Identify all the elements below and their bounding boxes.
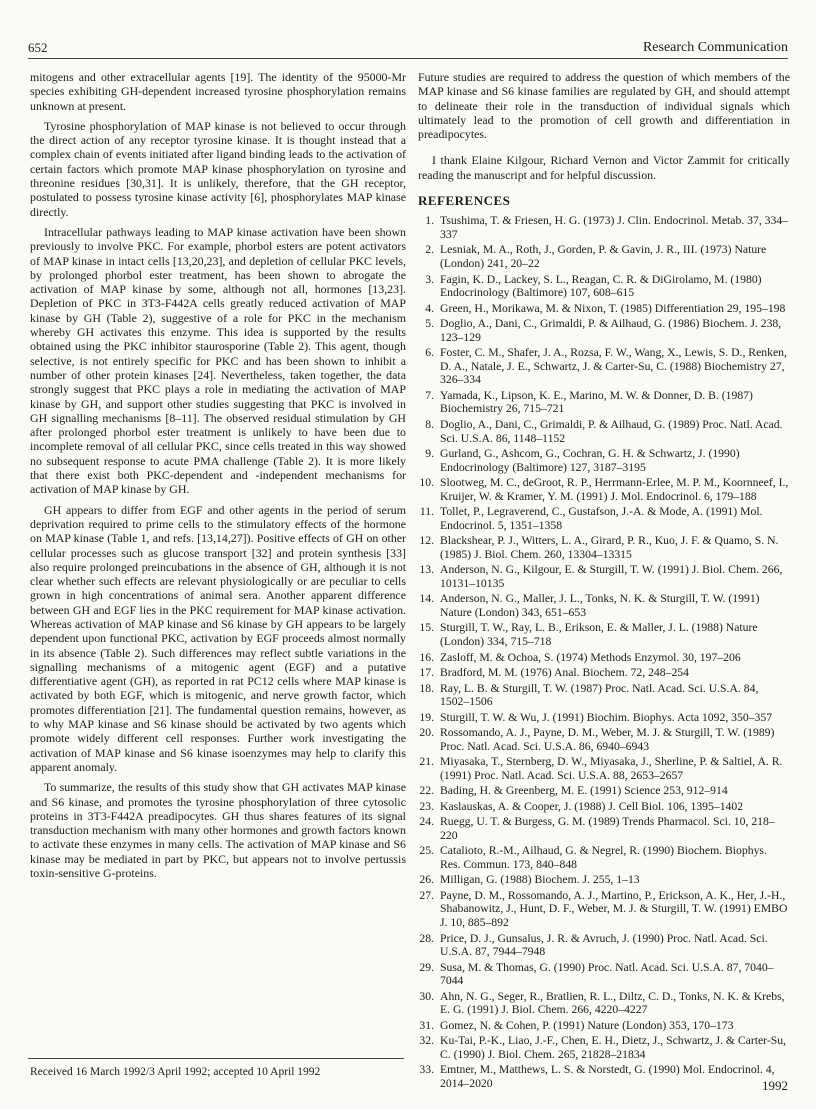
reference-number: 1.	[425, 214, 434, 228]
reference-item	[418, 302, 790, 316]
acknowledgement: I thank Elaine Kilgour, Richard Vernon and Victor Zammit for critically reading the manuscript and for helpful discussion.	[418, 153, 790, 182]
reference-text: Slootweg, M. C., deGroot, R. P., Herrmann-Erlee, M. P. M., Koornneef, I., Kruijer, W. & Kramer, Y. M. (1991) J. Mol. Endocrinol. 6, 179–188	[440, 476, 789, 503]
reference-item	[418, 534, 790, 561]
reference-number: 6.	[425, 346, 434, 360]
reference-number: 20.	[419, 726, 434, 740]
reference-number: 10.	[419, 476, 434, 490]
reference-text: Ray, L. B. & Sturgill, T. W. (1987) Proc. Natl. Acad. Sci. U.S.A. 84, 1502–1506	[440, 681, 759, 709]
reference-number: 23.	[419, 799, 434, 813]
right-column	[418, 70, 790, 1092]
reference-number: 32.	[419, 1034, 434, 1048]
reference-item	[418, 418, 790, 445]
reference-number: 14.	[419, 592, 434, 606]
body-paragraph: To summarize, the results of this study show that GH activates MAP kinase and S6 kinase, and promotes the tyrosine phosphorylation of three cytosolic proteins in 3T3-F442A preadipocytes. GH thus shares features of its signal transduction mechanism with many other hormones and growth factors known to activate these enzymes in many cells. The activation of MAP kinase and S6 kinase may be mediated in part by PKC, but appears not to involve pertussis toxin-sensitive G-proteins.	[30, 780, 406, 881]
reference-item	[418, 389, 790, 416]
reference-number: 24.	[419, 815, 434, 829]
reference-text: Yamada, K., Lipson, K. E., Marino, M. W. & Donner, D. B. (1987) Biochemistry 26, 715–721	[440, 388, 753, 416]
reference-number: 11.	[419, 505, 434, 519]
reference-text: Anderson, N. G., Maller, J. L., Tonks, N. K. & Sturgill, T. W. (1991) Nature (London) 343, 651–653	[440, 592, 760, 619]
reference-item	[418, 317, 790, 344]
references-heading: REFERENCES	[418, 193, 511, 209]
reference-item	[418, 1034, 790, 1061]
reference-number: 21.	[419, 755, 434, 769]
reference-number: 31.	[419, 1018, 434, 1032]
reference-number: 25.	[419, 844, 434, 858]
reference-text: Ruegg, U. T. & Burgess, G. M. (1989) Trends Pharmacol. Sci. 10, 218–220	[440, 815, 775, 842]
reference-text: Ahn, N. G., Seger, R., Bratlien, R. L., Diltz, C. D., Tonks, N. K. & Krebs, E. G. (1991) J. Biol. Chem. 266, 4220–4227	[440, 989, 785, 1017]
reference-item	[418, 621, 790, 648]
header-rule	[28, 58, 788, 59]
reference-number: 9.	[425, 447, 434, 460]
reference-item	[418, 651, 790, 665]
reference-text: Susa, M. & Thomas, G. (1990) Proc. Natl. Acad. Sci. U.S.A. 87, 7040–7044	[440, 960, 774, 988]
reference-text: Bradford, M. M. (1976) Anal. Biochem. 72, 248–254	[440, 666, 689, 680]
reference-item	[418, 990, 790, 1017]
body-paragraph: mitogens and other extracellular agents [19]. The identity of the 95000-Mr species exhibiting GH-dependent increased tyrosine phosphorylation remains unknown at present.	[30, 70, 406, 113]
body-paragraph: Tyrosine phosphorylation of MAP kinase is not believed to occur through the direct action of any receptor tyrosine kinase. It is thought instead that a complex chain of events initiated after ligand binding leads to the activation of certain factors which promote MAP kinase phosphorylation on tyrosine and threonine residues [30,31]. It is unlikely, therefore, that the GH receptor, postulated to possess tyrosine kinase activity [6], phosphorylates MAP kinase directly.	[30, 118, 406, 219]
reference-text: Foster, C. M., Shafer, J. A., Rozsa, F. W., Wang, X., Lewis, S. D., Renken, D. A., Natale, J. E., Schwartz, J. & Carter-Su, C. (1988) Biochemistry 27, 326–334	[440, 346, 787, 387]
reference-number: 4.	[425, 301, 434, 315]
reference-item	[418, 815, 790, 842]
body-paragraph: Future studies are required to address the question of which members of the MAP kinase and S6 kinase families are regulated by GH, and should attempt to delineate their role in the transduction of individual signals which ultimately lead to the promotion of cell growth and differentiation in preadipocytes.	[418, 70, 790, 142]
reference-item	[418, 476, 790, 503]
reference-item	[418, 1063, 790, 1090]
reference-number: 7.	[425, 388, 434, 402]
body-paragraph: GH appears to differ from EGF and other agents in the period of serum deprivation required to prime cells to the stimulatory effects of the hormone on MAP kinase (Table 1, and refs. [13,14,27]). Positive effects of GH on other cellular processes such as glucose transport [32] and protein synthesis [33] also require prolonged preincubations in the absence of GH, although it is not clear whether such effects are relevant physiologically or are peculiar to cells grown in high concentrations of animal sera. Another apparent difference between GH and EGF lies in the PKC requirement for MAP kinase activation. Whereas activation of MAP kinase and S6 kinase by GH appears to be largely dependent upon functional PKC, activation by EGF proceeds almost normally in its absence (Table 2). Such differences may reflect subtle variations in the signalling mechanisms of a mitogenic agent (EGF) and a putative differentiative agent (GH), as reported in rat PC12 cells where MAP kinase is activated by both EGF, which is mitogenic, and nerve growth factor, which promotes differentiation [21]. The fundamental question remains, however, as to why MAP kinase and S6 kinase should be activated by two agents which promote widely different cell responses. Further work investigating the activation of MAP kinase and S6 kinase isoenzymes may help to clarify this apparent anomaly.	[30, 502, 406, 774]
reference-item	[418, 844, 790, 871]
reference-text: Gomez, N. & Cohen, P. (1991) Nature (London) 353, 170–173	[440, 1018, 734, 1032]
reference-item	[418, 592, 790, 619]
reference-item	[418, 563, 790, 590]
reference-text: Miyasaka, T., Sternberg, D. W., Miyasaka, J., Sherline, P. & Saltiel, A. R. (1991) Proc. Natl. Acad. Sci. U.S.A. 88, 2653–2657	[440, 755, 783, 782]
reference-item	[418, 346, 790, 387]
reference-item	[418, 243, 790, 270]
reference-item	[418, 755, 790, 782]
reference-text: Payne, D. M., Rossomando, A. J., Martino, P., Erickson, A. K., Her, J.-H., Shabanowitz, J., Hunt, D. F., Weber, M. J. & Sturgill, T. W. (1991) EMBO J. 10, 885–892	[440, 888, 788, 930]
reference-text: Bading, H. & Greenberg, M. E. (1991) Science 253, 912–914	[440, 784, 728, 798]
reference-number: 22.	[419, 784, 434, 798]
reference-number: 26.	[419, 873, 434, 887]
reference-text: Sturgill, T. W. & Wu, J. (1991) Biochim. Biophys. Acta 1092, 350–357	[440, 710, 773, 724]
reference-item	[418, 666, 790, 680]
footer-rule	[28, 1058, 404, 1059]
reference-number: 3.	[425, 272, 434, 286]
reference-text: Blackshear, P. J., Witters, L. A., Girard, P. R., Kuo, J. F. & Quamo, S. N. (1985) J. Biol. Chem. 260, 13304–13315	[440, 534, 779, 561]
reference-text: Fagin, K. D., Lackey, S. L., Reagan, C. R. & DiGirolamo, M. (1980) Endocrinology (Baltimore) 107, 608–615	[440, 272, 762, 300]
reference-text: Green, H., Morikawa, M. & Nixon, T. (1985) Differentiation 29, 195–198	[440, 301, 786, 315]
reference-number: 30.	[419, 989, 434, 1003]
reference-number: 27.	[419, 888, 434, 902]
reference-item	[418, 682, 790, 709]
reference-number: 33.	[419, 1063, 434, 1077]
reference-number: 18.	[419, 681, 434, 695]
reference-number: 29.	[419, 960, 434, 974]
reference-text: Catalioto, R.-M., Ailhaud, G. & Negrel, R. (1990) Biochem. Biophys. Res. Commun. 173, 840–848	[440, 844, 767, 871]
reference-item	[418, 961, 790, 988]
reference-number: 28.	[419, 931, 434, 945]
reference-item	[418, 711, 790, 725]
reference-number: 8.	[425, 417, 434, 431]
reference-item	[418, 214, 790, 241]
received-dates: Received 16 March 1992/3 April 1992; accepted 10 April 1992	[30, 1066, 321, 1078]
reference-item	[418, 873, 790, 887]
reference-text: Emtner, M., Matthews, L. S. & Norstedt, G. (1990) Mol. Endocrinol. 4, 2014–2020	[440, 1063, 775, 1090]
reference-item	[418, 726, 790, 753]
reference-text: Doglio, A., Dani, C., Grimaldi, P. & Ailhaud, G. (1989) Proc. Natl. Acad. Sci. U.S.A. 86, 1148–1152	[440, 417, 783, 445]
reference-text: Sturgill, T. W., Ray, L. B., Erikson, E. & Maller, J. L. (1988) Nature (London) 334, 715–718	[440, 621, 758, 649]
reference-text: Gurland, G., Ashcom, G., Cochran, G. H. & Schwartz, J. (1990) Endocrinology (Baltimore) 127, 3187–3195	[440, 447, 740, 474]
reference-text: Rossomando, A. J., Payne, D. M., Weber, M. J. & Sturgill, T. W. (1989) Proc. Natl. Acad. Sci. U.S.A. 86, 6940–6943	[440, 726, 775, 753]
reference-item	[418, 447, 790, 474]
left-column	[30, 70, 406, 886]
reference-item	[418, 273, 790, 300]
reference-item	[418, 784, 790, 798]
running-head: Research Communication	[642, 40, 788, 55]
reference-text: Tollet, P., Legraverend, C., Gustafson, J.-A. & Mode, A. (1991) Mol. Endocrinol. 5, 1351–1358	[440, 505, 763, 532]
reference-item	[418, 505, 790, 532]
reference-text: Anderson, N. G., Kilgour, E. & Sturgill, T. W. (1991) J. Biol. Chem. 266, 10131–10135	[440, 563, 783, 590]
reference-list	[418, 214, 790, 1090]
reference-item	[418, 800, 790, 814]
reference-item	[418, 889, 790, 930]
reference-item	[418, 932, 790, 959]
reference-text: Price, D. J., Gunsalus, J. R. & Avruch, J. (1990) Proc. Natl. Acad. Sci. U.S.A. 87, 7944–7948	[440, 931, 768, 959]
reference-text: Doglio, A., Dani, C., Grimaldi, P. & Ailhaud, G. (1986) Biochem. J. 238, 123–129	[440, 317, 782, 344]
reference-text: Kaslauskas, A. & Cooper, J. (1988) J. Cell Biol. 106, 1395–1402	[440, 799, 744, 813]
reference-text: Milligan, G. (1988) Biochem. J. 255, 1–13	[440, 873, 640, 887]
reference-text: Zasloff, M. & Ochoa, S. (1974) Methods Enzymol. 30, 197–206	[440, 650, 741, 664]
reference-item	[418, 1019, 790, 1033]
reference-number: 16.	[419, 650, 434, 664]
footer-year: 1992	[762, 1078, 788, 1093]
reference-number: 2.	[425, 243, 434, 257]
body-paragraph: Intracellular pathways leading to MAP kinase activation have been shown previously to involve PKC. For example, phorbol esters are potent activators of MAP kinase in intact cells [13,20,23], and depletion of cellular PKC levels, by prolonged phorbol ester treatment, has been shown to abrogate the activation of MAP kinase by some, although not all, hormones [13,23]. Depletion of PKC in 3T3-F442A cells greatly reduced activation of MAP kinase by GH (Table 2), suggestive of a role for PKC in the mechanism whereby GH activates this enzyme. This idea is supported by the results obtained using the PKC inhibitor staurosporine (Table 2). This agent, though selective, is not entirely specific for PKC and has been shown to inhibit a number of other protein kinases [24]. Nevertheless, taken together, the data strongly suggest that PKC plays a role in mediating the activation of MAP kinase by GH, and support other studies suggesting that PKC is involved in GH signalling mechanisms [8–11]. The observed residual stimulation by GH after prolonged phorbol ester treatment is unlikely to have been due to incomplete removal of all cellular PKC, since cells treated in this way showed no subsequent response to acute PMA challenge (Table 2). It is more likely that there exist both PKC-dependent and -independent mechanisms for activation of MAP kinase by GH.	[30, 224, 406, 497]
page-number: 652	[28, 40, 48, 55]
reference-number: 13.	[419, 563, 434, 577]
reference-text: Ku-Tai, P.-K., Liao, J.-F., Chen, E. H., Dietz, J., Schwartz, J. & Carter-Su, C. (1990) J. Biol. Chem. 265, 21828–21834	[440, 1034, 786, 1061]
reference-text: Lesniak, M. A., Roth, J., Gorden, P. & Gavin, J. R., III. (1973) Nature (London) 241, 20–22	[440, 243, 767, 271]
reference-number: 19.	[419, 710, 434, 724]
reference-text: Tsushima, T. & Friesen, H. G. (1973) J. Clin. Endocrinol. Metab. 37, 334–337	[440, 214, 789, 241]
reference-number: 5.	[425, 317, 434, 331]
reference-number: 12.	[419, 534, 434, 548]
reference-number: 15.	[419, 621, 434, 635]
reference-number: 17.	[419, 666, 434, 680]
